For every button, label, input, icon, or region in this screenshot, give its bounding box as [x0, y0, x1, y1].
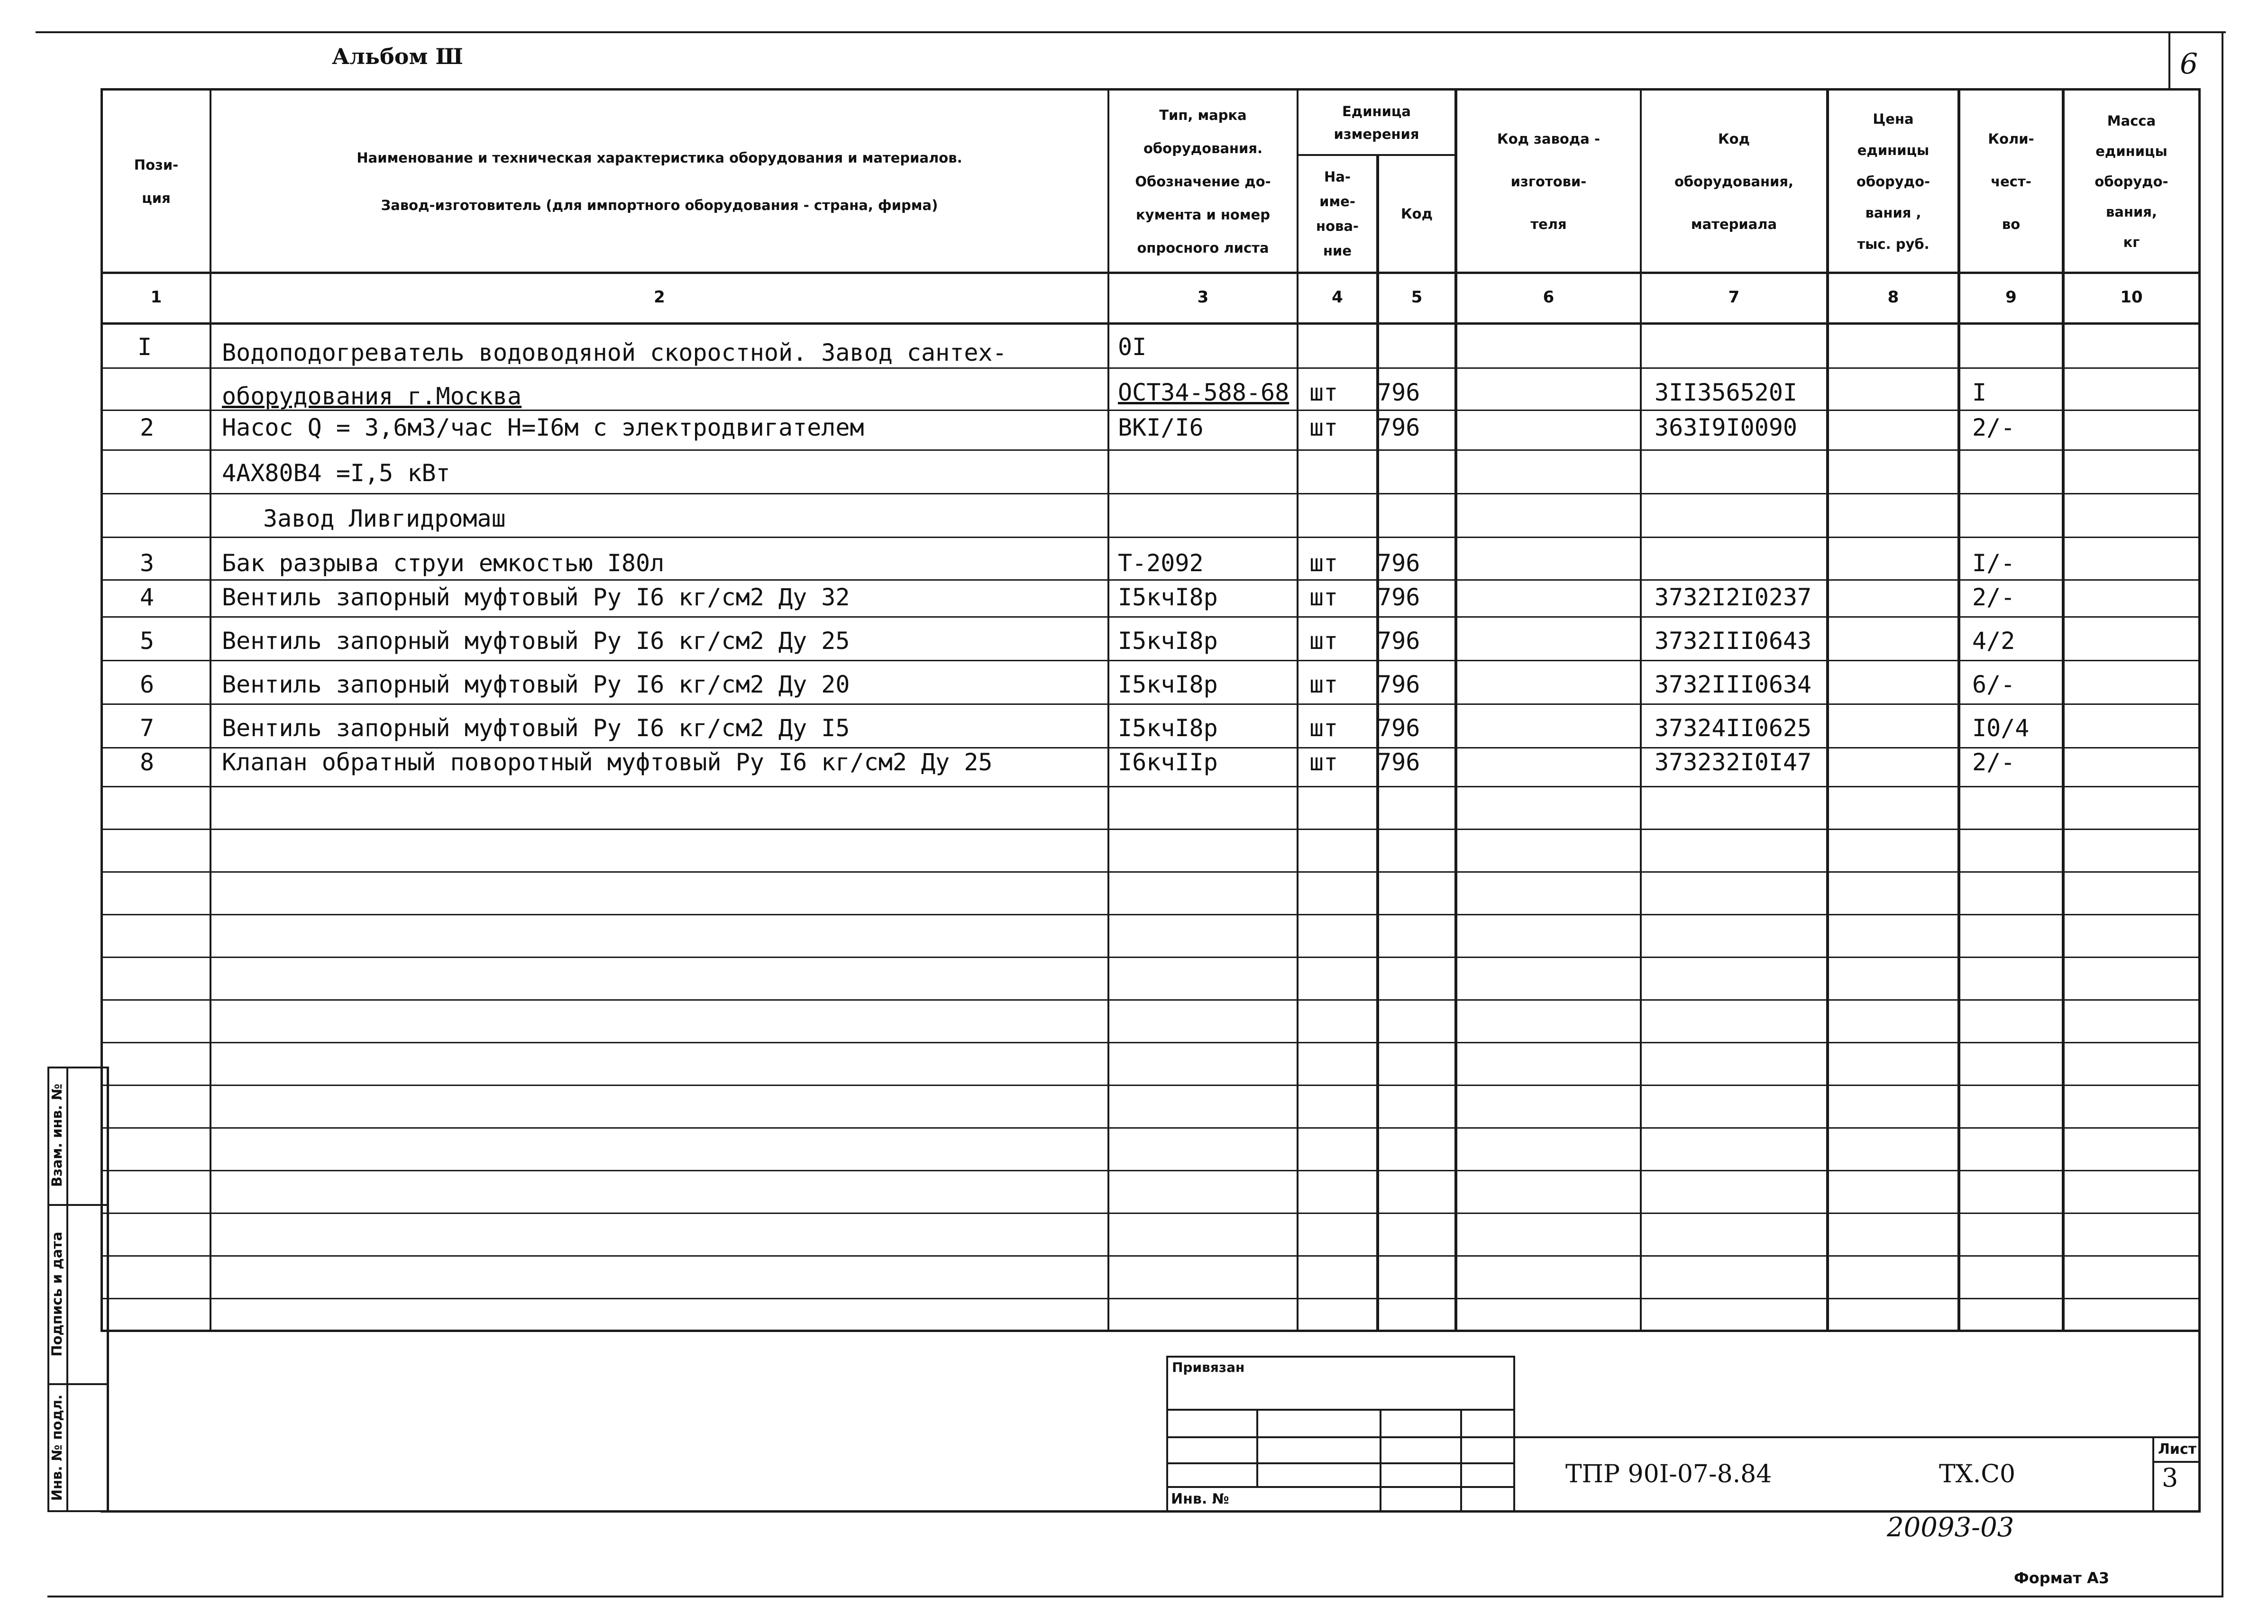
col-number-5: 5: [1411, 288, 1423, 307]
header-price-line1: Цена: [1873, 110, 1914, 127]
row-8-unit: шт: [1309, 627, 1338, 655]
row-9-qty: 6/-: [1972, 671, 2015, 698]
row-9-type: I5кчI8р: [1118, 671, 1218, 698]
row-separator-line: [101, 786, 2201, 787]
row-separator-line: [101, 829, 2201, 830]
doc-code-top-line: [1513, 1436, 2201, 1438]
side-label-signature-date: Подпись и дата: [49, 1232, 65, 1357]
header-unit-line1: Единица: [1342, 103, 1411, 119]
header-type-line4: кумента и номер: [1136, 206, 1270, 223]
row-10-type: I5кчI8р: [1118, 714, 1218, 742]
row-2-qty: I: [1972, 379, 1987, 406]
row-separator-line: [101, 1085, 2201, 1086]
col-line-8: [1957, 88, 1960, 1332]
row-separator-line: [101, 367, 2201, 369]
col-line-7: [1826, 88, 1829, 1332]
colnum-bottom-line: [101, 322, 2201, 325]
row-separator-line: [101, 616, 2201, 618]
row-1-type: 0I: [1118, 333, 1147, 361]
header-type-line3: Обозначение до-: [1135, 173, 1271, 190]
row-10-equip: 37324II0625: [1655, 714, 1812, 742]
header-unit: [1299, 91, 1454, 154]
col-number-8: 8: [1887, 288, 1899, 307]
header-factory-code-line3: теля: [1530, 216, 1567, 232]
sheet-number: 3: [2162, 1463, 2178, 1493]
header-equip-code: [1642, 91, 1826, 272]
header-price-line2: единицы: [1857, 142, 1930, 158]
row-separator-line: [101, 871, 2201, 873]
row-10-qty: I0/4: [1972, 714, 2030, 742]
stamp-row-1: [1166, 1409, 1515, 1411]
row-6-type: Т-2092: [1118, 549, 1204, 577]
side-label-inv-original: Инв. № подл.: [49, 1394, 65, 1501]
header-mass-line5: кг: [2123, 234, 2140, 250]
row-separator-line: [101, 914, 2201, 915]
col-line-1: [210, 88, 211, 1332]
header-position-line2: ция: [142, 190, 171, 206]
sheet-box-left: [2152, 1436, 2154, 1512]
row-1-position: I: [137, 333, 152, 361]
row-separator-line: [101, 537, 2201, 538]
row-3-name: Насос Q = 3,6м3/час H=I6м с электродвигателем: [222, 414, 864, 441]
col-number-2: 2: [654, 288, 665, 307]
header-mass-line3: оборудо-: [2094, 173, 2168, 190]
row-9-unit: шт: [1309, 671, 1338, 698]
stamp-col-1: [1256, 1409, 1258, 1487]
row-2-equip: 3II356520I: [1655, 379, 1798, 406]
row-11-unit: шт: [1309, 748, 1338, 776]
header-unit-code: Код: [1400, 206, 1433, 222]
col-line-0: [101, 88, 103, 1332]
row-3-type: ВКI/I6: [1118, 414, 1204, 441]
row-8-qty: 4/2: [1972, 627, 2015, 655]
row-4-name: 4АХ80В4 =I,5 кВт: [222, 459, 450, 487]
header-qty-line3: во: [2002, 216, 2021, 232]
header-price-line5: тыс. руб.: [1857, 236, 1930, 252]
header-price-line3: оборудо-: [1856, 173, 1930, 190]
row-2-name: оборудования г.Москва: [222, 383, 522, 410]
row-2-code: 796: [1377, 379, 1420, 406]
row-7-position: 4: [140, 584, 155, 611]
row-8-equip: 3732III0643: [1655, 627, 1812, 655]
row-3-position: 2: [140, 414, 155, 441]
header-qty: [1960, 91, 2062, 272]
bottom-border-line: [47, 1596, 2223, 1597]
col-line-2: [1107, 88, 1109, 1332]
header-factory-code: [1457, 91, 1640, 272]
header-mass-line2: единицы: [2095, 143, 2167, 159]
row-6-unit: шт: [1309, 549, 1338, 577]
header-mass-line1: Масса: [2107, 112, 2156, 129]
album-title: Альбом Ш: [332, 44, 463, 69]
col-number-10: 10: [2120, 288, 2143, 307]
stamp-row-2: [1166, 1436, 1515, 1438]
row-7-qty: 2/-: [1972, 584, 2015, 611]
row-8-position: 5: [140, 627, 155, 655]
header-equip-code-line2: оборудования,: [1674, 173, 1794, 190]
table-bottom-line: [101, 1330, 2201, 1332]
row-2-unit: шт: [1309, 379, 1338, 406]
right-border-line: [2222, 31, 2223, 1596]
row-9-equip: 3732III0634: [1655, 671, 1812, 698]
row-separator-line: [101, 1255, 2201, 1257]
header-type: [1109, 91, 1297, 272]
row-1-name: Водоподогреватель водоводяной скоростной. Завод сантех-: [222, 339, 1007, 366]
row-7-equip: 3732I2I0237: [1655, 584, 1812, 611]
row-6-name: Бак разрыва струи емкостью I80л: [222, 549, 665, 577]
col-line-3: [1297, 88, 1299, 1332]
row-7-type: I5кчI8р: [1118, 584, 1218, 611]
row-separator-line: [101, 957, 2201, 958]
row-separator-line: [101, 449, 2201, 451]
row-11-code: 796: [1377, 748, 1420, 776]
row-separator-line: [101, 1213, 2201, 1214]
col-line-6: [1640, 88, 1642, 1332]
header-name-line1: Наименование и техническая характеристика оборудования и материалов.: [357, 149, 962, 166]
col-number-1: 1: [150, 288, 162, 307]
header-name: [211, 91, 1107, 272]
stamp-col-3: [1460, 1409, 1462, 1512]
row-11-qty: 2/-: [1972, 748, 2015, 776]
page-corner-number: 6: [2180, 47, 2198, 81]
row-10-position: 7: [140, 714, 155, 742]
header-unit-name-line2: име-: [1319, 193, 1355, 210]
col-number-4: 4: [1332, 288, 1343, 307]
titleblock-right-line: [2198, 1330, 2201, 1513]
header-factory-code-line2: изготови-: [1510, 173, 1587, 190]
side-strip-right-line: [107, 1067, 109, 1512]
sheet-label: Лист: [2158, 1441, 2197, 1458]
row-separator-line: [101, 999, 2201, 1001]
header-position-line1: Пози-: [134, 156, 179, 173]
format-label: Формат А3: [2014, 1569, 2110, 1587]
handwritten-number: 20093-03: [1887, 1512, 2014, 1543]
header-bottom-line: [101, 272, 2201, 274]
header-type-line2: оборудования.: [1143, 140, 1263, 156]
col-number-7: 7: [1728, 288, 1740, 307]
stamp-row-4: [1166, 1486, 1515, 1488]
row-7-unit: шт: [1309, 584, 1338, 611]
row-9-name: Вентиль запорный муфтовый Ру I6 кг/см2 Ду 20: [222, 671, 850, 698]
row-11-type: I6кчIIр: [1118, 748, 1218, 776]
header-price: [1829, 91, 1957, 272]
row-11-position: 8: [140, 748, 155, 776]
col-line-5: [1454, 88, 1457, 1332]
header-position: [103, 91, 210, 272]
row-3-qty: 2/-: [1972, 414, 2015, 441]
row-separator-line: [101, 660, 2201, 661]
row-11-equip: 373232I0I47: [1655, 748, 1812, 776]
row-10-unit: шт: [1309, 714, 1338, 742]
header-equip-code-line1: Код: [1718, 130, 1750, 147]
row-8-type: I5кчI8р: [1118, 627, 1218, 655]
header-qty-line2: чест-: [1991, 173, 2031, 190]
col-number-6: 6: [1543, 288, 1555, 307]
stamp-col-2: [1380, 1409, 1381, 1512]
row-5-name: Завод Ливгидромаш: [263, 505, 506, 532]
top-border-line: [36, 31, 2226, 33]
row-separator-line: [101, 703, 2201, 705]
header-equip-code-line3: материала: [1691, 216, 1777, 232]
row-11-name: Клапан обратный поворотный муфтовый Ру I6 кг/см2 Ду 25: [222, 748, 993, 776]
stamp-box-right: [1513, 1356, 1515, 1512]
header-unit-line2: измерения: [1334, 126, 1419, 142]
row-separator-line: [101, 493, 2201, 494]
header-type-line5: опросного листа: [1137, 239, 1269, 256]
row-separator-line: [101, 1170, 2201, 1171]
header-name-line2: Завод-изготовитель (для импортного оборудования - страна, фирма): [381, 197, 938, 213]
col-line-10: [2198, 88, 2201, 1332]
titleblock-bottom-line: [101, 1510, 2201, 1513]
header-price-line4: вания ,: [1865, 204, 1921, 221]
stamp-inv-label: Инв. №: [1171, 1491, 1229, 1507]
row-8-name: Вентиль запорный муфтовый Ру I6 кг/см2 Ду 25: [222, 627, 850, 655]
col-line-9: [2062, 88, 2065, 1332]
table-top-line: [101, 88, 2201, 91]
row-7-name: Вентиль запорный муфтовый Ру I6 кг/см2 Ду 32: [222, 584, 850, 611]
row-3-code: 796: [1377, 414, 1420, 441]
side-strip-middle-line: [66, 1067, 68, 1512]
col-number-3: 3: [1197, 288, 1209, 307]
header-unit-name-line1: На-: [1324, 169, 1351, 185]
row-6-position: 3: [140, 549, 155, 577]
col-number-9: 9: [2005, 288, 2017, 307]
doc-mark: ТХ.С0: [1939, 1460, 2016, 1488]
header-unit-name-line3: нова-: [1316, 218, 1359, 234]
header-unit-name: [1299, 156, 1376, 272]
header-mass-line4: вания,: [2106, 203, 2157, 220]
header-type-line1: Тип, марка: [1159, 107, 1247, 123]
row-9-code: 796: [1377, 671, 1420, 698]
row-3-unit: шт: [1309, 414, 1338, 441]
doc-code: ТПР 90I-07-8.84: [1565, 1460, 1772, 1488]
page-corner-box-left: [2168, 31, 2170, 88]
row-separator-line: [101, 1127, 2201, 1129]
row-9-position: 6: [140, 671, 155, 698]
row-6-code: 796: [1377, 549, 1420, 577]
row-6-qty: I/-: [1972, 549, 2015, 577]
row-separator-line: [101, 579, 2201, 581]
side-label-replace-inv: Взам. инв. №: [49, 1083, 65, 1187]
row-2-type: ОСТ34-588-68: [1118, 379, 1289, 406]
header-qty-line1: Коли-: [1988, 130, 2034, 147]
stamp-row-3: [1166, 1462, 1515, 1464]
row-separator-line: [101, 1298, 2201, 1299]
row-separator-line: [101, 1042, 2201, 1043]
row-3-equip: 363I9I0090: [1655, 414, 1798, 441]
row-10-code: 796: [1377, 714, 1420, 742]
row-8-code: 796: [1377, 627, 1420, 655]
header-unit-name-line4: ние: [1323, 243, 1352, 259]
row-10-name: Вентиль запорный муфтовый Ру I6 кг/см2 Ду I5: [222, 714, 850, 742]
row-7-code: 796: [1377, 584, 1420, 611]
col-line-4: [1376, 154, 1379, 1332]
stamp-box-top: [1166, 1356, 1515, 1358]
header-factory-code-line1: Код завода -: [1497, 130, 1600, 147]
stamp-box-left: [1166, 1356, 1168, 1512]
header-mass: [2065, 91, 2198, 272]
stamp-privyazan-label: Привязан: [1172, 1359, 1245, 1375]
